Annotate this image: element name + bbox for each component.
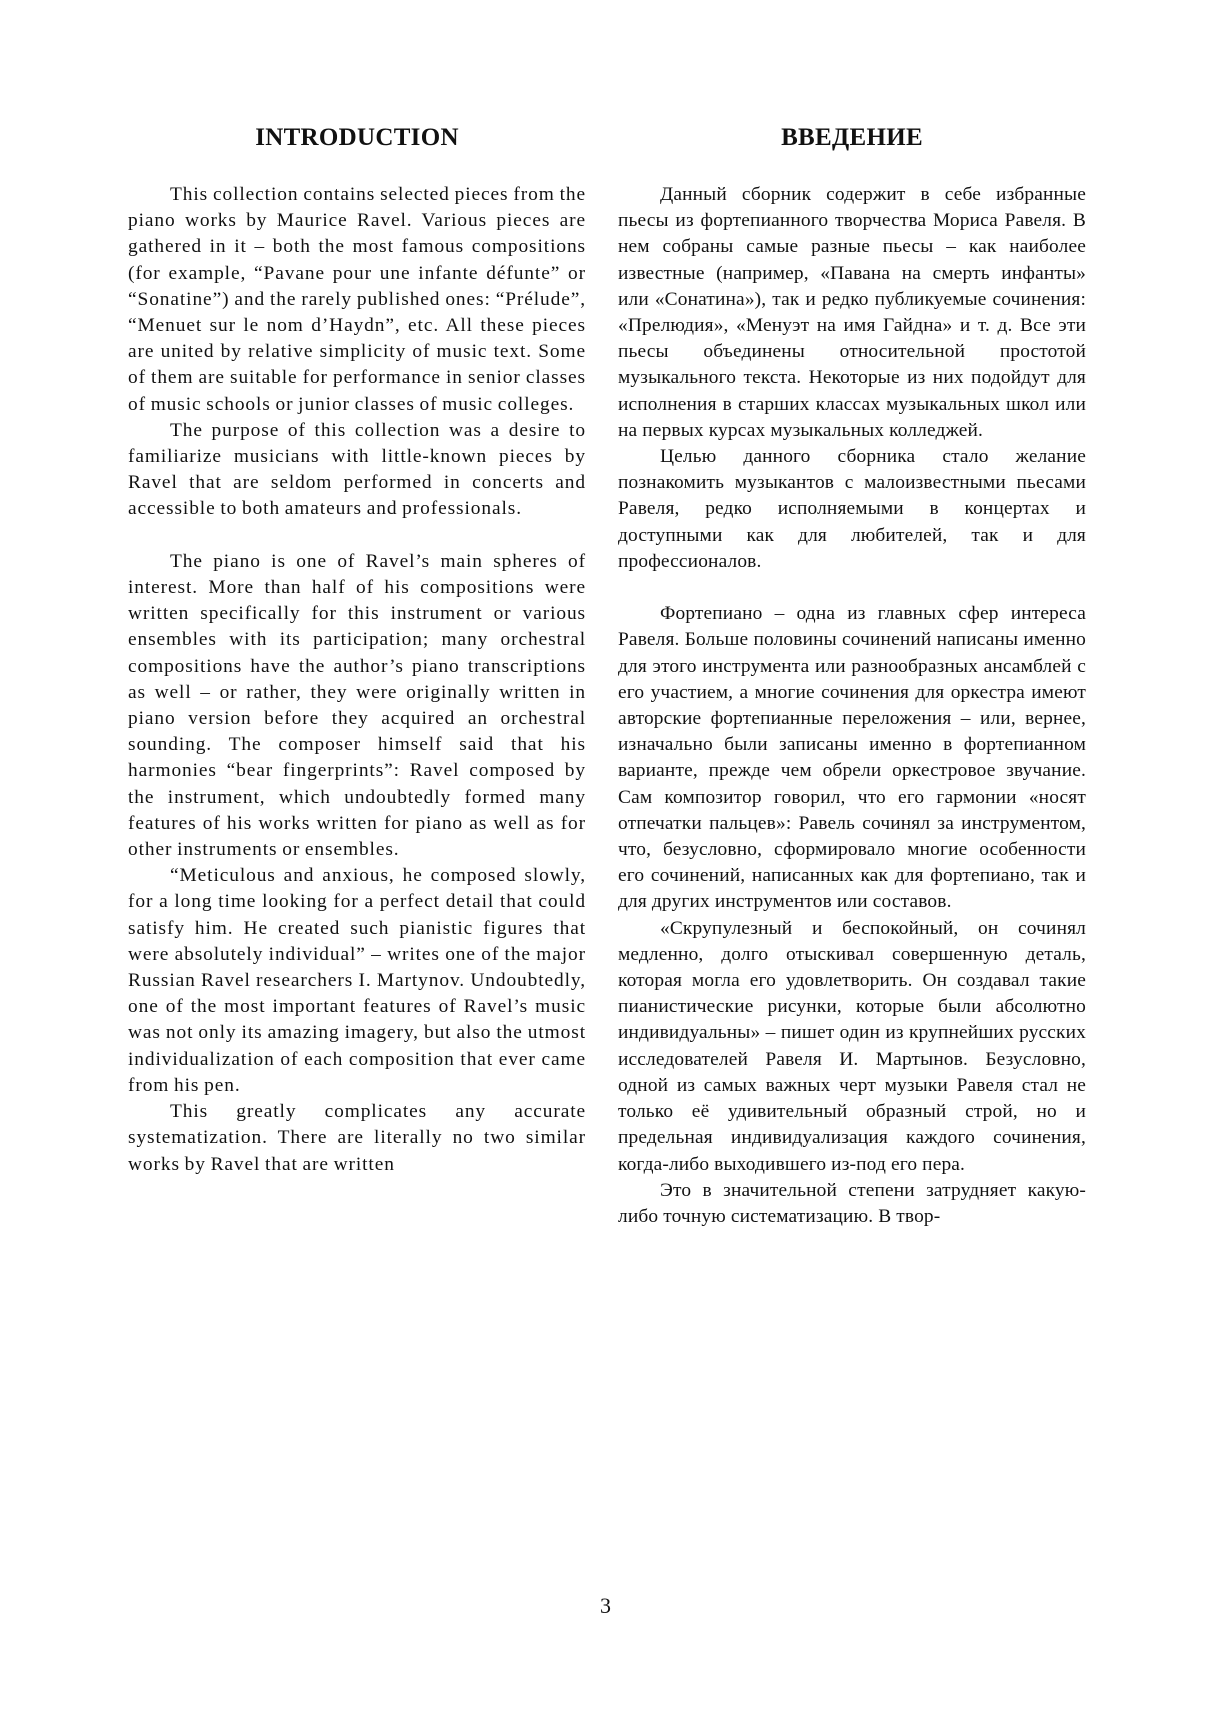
- russian-paragraph-5: Это в значительной степени затрудняет какую-либо точную систематизацию. В твор-: [618, 1179, 1086, 1227]
- russian-paragraph-3: Фортепиано – одна из главных сфер интереса Равеля. Больше половины сочинений написаны именно для этого инструмента или разнообразных ансамблей с его участием, а многие сочинения для оркестра имеют авторские фортепианные переложения – или, вернее, изначально были записаны именно в фортепианном варианте, прежде чем обрели оркестровое звучание. Сам композитор говорил, что его гармонии «носят отпечатки пальцев»: Равель сочинял за инструментом, что, безусловно, сформировало многие особенности его сочинений, написанных как для фортепиано, так и для других инструментов или составов.: [618, 603, 1086, 913]
- russian-column: [618, 118, 1086, 1230]
- english-paragraph-5: This greatly complicates any accurate systematization. There are literally no two similar works by Ravel that are written: [128, 1101, 586, 1175]
- russian-heading: ВВЕДЕНИЕ: [781, 124, 923, 151]
- english-paragraph-2: The purpose of this collection was a desire to familiarize musicians with little-known pieces by Ravel that are seldom performed in concerts and accessible to both amateurs and professionals.: [128, 419, 586, 520]
- english-paragraph-1: This collection contains selected pieces from the piano works by Maurice Ravel. Various pieces are gathered in it – both the most famous compositions (for example, “Pavane pour une infante défunte” or “Sonatine”) and the rarely published ones: “Prélude”, “Menuet sur le nom d’Haydn”, etc. All these pieces are united by relative simplicity of music text. Some of them are suitable for performance in senior classes of music schools or junior classes of music colleges.: [128, 184, 586, 415]
- section-gap: [128, 523, 586, 549]
- russian-paragraph-2: Целью данного сборника стало желание познакомить музыкантов с малоизвестными пьесами Равеля, редко исполняемыми в концертах и доступными как для любителей, так и для профессионалов.: [618, 446, 1086, 572]
- english-heading: INTRODUCTION: [255, 124, 459, 151]
- page-number: 3: [600, 1593, 611, 1618]
- russian-paragraph-1: Данный сборник содержит в себе избранные пьесы из фортепианного творчества Мориса Равеля. В нем собраны самые разные пьесы – как наиболее известные (например, «Павана на смерть инфанты» или «Сонатина»), так и редко публикуемые сочинения: «Прелюдия», «Менуэт на имя Гайдна» и т. д. Все эти пьесы объединены относительной простотой музыкального текста. Некоторые из них подойдут для исполнения в старших классах музыкальных школ или на первых курсах музыкальных колледжей.: [618, 184, 1086, 441]
- english-column: [128, 118, 586, 1178]
- english-paragraph-4: “Meticulous and anxious, he composed slowly, for a long time looking for a perfect detail that could satisfy him. He created such pianistic figures that were absolutely individual” – writes one of the major Russian Ravel researchers I. Martynov. Undoubtedly, one of the most important features of Ravel’s music was not only its amazing imagery, but also the utmost individualization of each composition that ever came from his pen.: [128, 865, 586, 1096]
- section-gap: [618, 575, 1086, 601]
- english-paragraph-3: The piano is one of Ravel’s main spheres of interest. More than half of his compositions were written specifically for this instrument or various ensembles with its participation; many orchestral compositions have the author’s piano transcriptions as well – or rather, they were originally written in piano version before they acquired an orchestral sounding. The composer himself said that his harmonies “bear fingerprints”: Ravel composed by the instrument, which undoubtedly formed many features of his works written for piano as well as for other instruments or ensembles.: [128, 550, 586, 861]
- russian-paragraph-4: «Скрупулезный и беспокойный, он сочинял медленно, долго отыскивал совершенную деталь, которая могла его удовлетворить. Он создавал такие пианистические рисунки, которые были абсолютно индивидуальны» – пишет один из крупнейших русских исследователей Равеля И. Мартынов. Безусловно, одной из самых важных черт музыки Равеля стал не только её удивительный образный строй, но и предельная индивидуализация каждого сочинения, когда-либо выходившего из-под его пера.: [618, 917, 1086, 1175]
